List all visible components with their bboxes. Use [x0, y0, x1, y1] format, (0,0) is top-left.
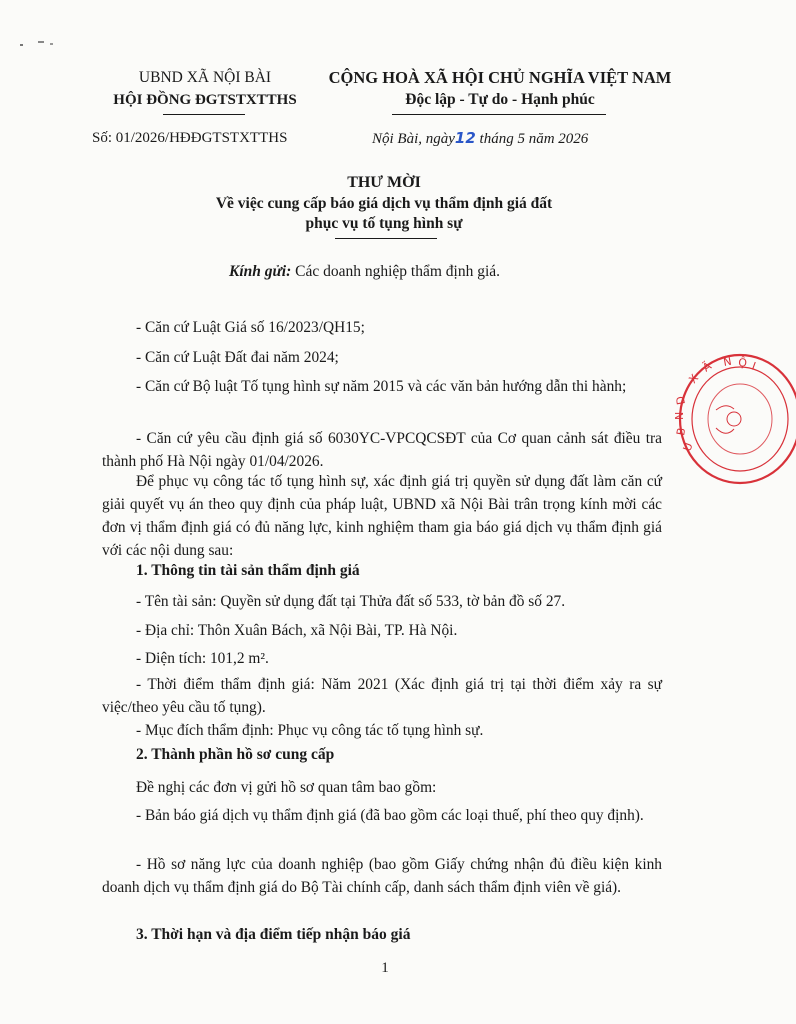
svg-text:Ã: Ã	[700, 359, 714, 375]
basis-item: - Căn cứ Bộ luật Tố tụng hình sự năm 2015 và các văn bản hướng dẫn thi hành;	[136, 378, 627, 395]
council-name: HỘI ĐỒNG ĐGTSTXTTHS	[113, 92, 297, 108]
svg-text:I: I	[749, 359, 758, 373]
scan-speck	[50, 43, 53, 45]
intro-paragraph: Để phục vụ công tác tố tụng hình sự, xác định giá trị quyền sử dụng đất làm căn cứ giải quyết vụ án theo quy định của pháp luật, UBND xã Nội Bài trân trọng kính mời các đơn vị thẩm định giá có đủ năng lực, kinh nghiệm tham gia báo giá dịch vụ thẩm định giá với các nội dung sau:	[102, 473, 662, 559]
section1-item: - Địa chỉ: Thôn Xuân Bách, xã Nội Bài, TP. Hà Nội.	[136, 622, 458, 639]
scan-speck	[38, 41, 44, 43]
svg-text:X: X	[686, 371, 702, 386]
recipient-label: Kính gửi:	[229, 263, 292, 280]
section1-item: - Tên tài sản: Quyền sử dụng đất tại Thửa đất số 533, tờ bản đồ số 27.	[136, 593, 566, 610]
basis-item: - Căn cứ Luật Giá số 16/2023/QH15;	[136, 319, 365, 336]
section2-item: - Hồ sơ năng lực của doanh nghiệp (bao gồm Giấy chứng nhận đủ điều kiện kinh doanh dịch vụ thẩm định giá do Bộ Tài chính cấp, danh sách thẩm định viên về giá).	[102, 856, 662, 896]
section1-item: - Mục đích thẩm định: Phục vụ công tác tố tụng hình sự.	[136, 722, 484, 739]
section2-item: - Bản báo giá dịch vụ thẩm định giá (đã bao gồm các loại thuế, phí theo quy định).	[136, 807, 644, 824]
document-date	[372, 128, 588, 149]
letter-subject-line1: Về việc cung cấp báo giá dịch vụ thẩm định giá đất	[215, 195, 553, 212]
page-number: 1	[381, 960, 389, 976]
section3-heading: 3. Thời hạn và địa điểm tiếp nhận báo giá	[136, 926, 411, 943]
official-seal	[673, 352, 796, 486]
national-title: CỘNG HOÀ XÃ HỘI CHỦ NGHĨA VIỆT NAM	[328, 68, 672, 87]
recipient-line	[229, 262, 500, 282]
svg-text:N: N	[673, 411, 686, 420]
letter-title: THƯ MỜI	[347, 174, 421, 191]
section1-item: - Diện tích: 101,2 m².	[136, 650, 269, 667]
motto-underline	[392, 114, 606, 115]
date-suffix: tháng 5 năm 2026	[479, 131, 589, 147]
agency-name: UBND XÃ NỘI BÀI	[138, 69, 272, 86]
svg-text:N: N	[722, 354, 733, 369]
date-prefix: Nội Bài, ngày	[372, 131, 455, 147]
scan-speck	[20, 44, 23, 46]
council-underline	[163, 114, 245, 115]
section2-intro: Đề nghị các đơn vị gửi hồ sơ quan tâm bao gồm:	[136, 779, 437, 796]
svg-text:U: U	[680, 441, 696, 454]
svg-text:D: D	[673, 395, 688, 406]
section1-heading: 1. Thông tin tài sản thẩm định giá	[136, 562, 360, 579]
letter-subject-line2: phục vụ tố tụng hình sự	[305, 215, 463, 232]
date-day-handwritten: 12	[454, 129, 476, 147]
basis-item: - Căn cứ yêu cầu định giá số 6030YC-VPCQCSĐT của Cơ quan cảnh sát điều tra thành phố Hà Nội ngày 01/04/2026.	[102, 430, 662, 470]
section2-heading: 2. Thành phần hồ sơ cung cấp	[136, 746, 335, 763]
basis-item: - Căn cứ Luật Đất đai năm 2024;	[136, 349, 339, 366]
document-number: Số: 01/2026/HĐĐGTSTXTTHS	[92, 130, 288, 146]
subject-underline	[335, 238, 437, 239]
svg-text:B: B	[674, 426, 689, 437]
svg-text:Ộ: Ộ	[737, 356, 748, 370]
national-motto: Độc lập - Tự do - Hạnh phúc	[405, 91, 595, 108]
recipient-text: Các doanh nghiệp thẩm định giá.	[295, 263, 501, 280]
section1-item: - Thời điểm thẩm định giá: Năm 2021 (Xác định giá trị tại thời điểm xảy ra sự việc/theo yêu cầu tố tụng).	[102, 676, 662, 716]
